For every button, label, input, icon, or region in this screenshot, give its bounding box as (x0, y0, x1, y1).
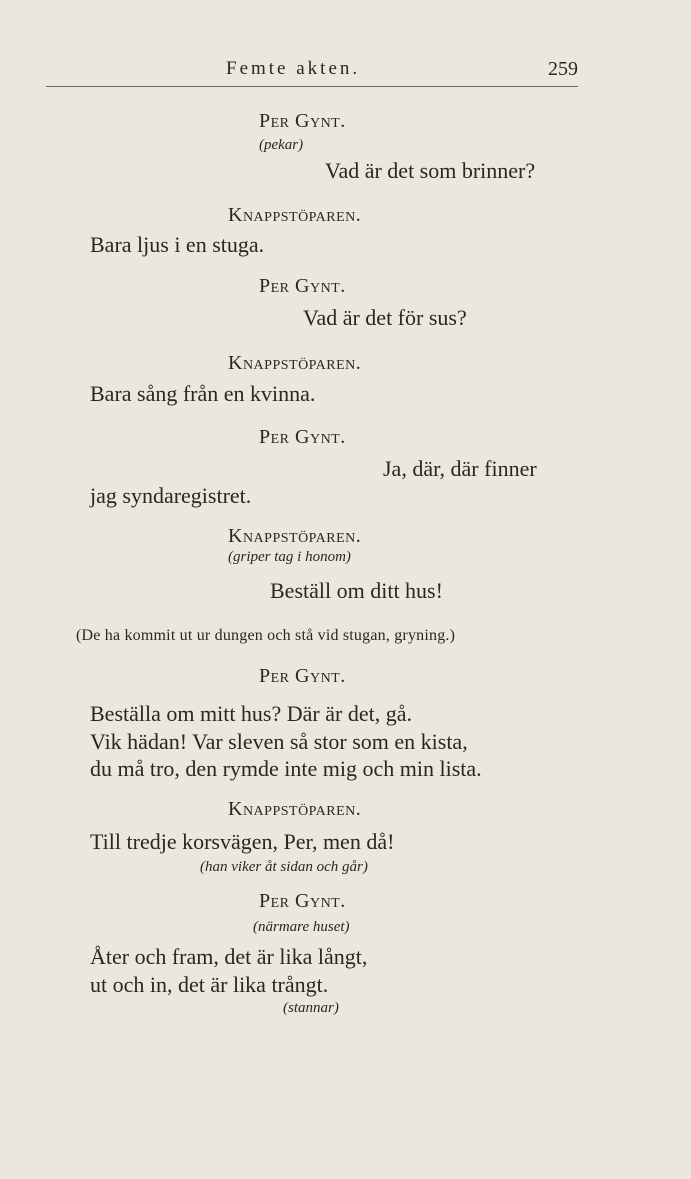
running-title: Femte akten. (226, 58, 361, 79)
speaker-name: Knappstöparen. (228, 798, 362, 820)
page-number: 259 (548, 58, 578, 80)
speaker-name: Per Gynt. (259, 275, 346, 297)
speaker-name: Per Gynt. (259, 665, 346, 687)
verse-line: Beställ om ditt hus! (270, 578, 443, 603)
stage-direction: (han viker åt sidan och går) (200, 859, 368, 875)
stage-direction: (stannar) (283, 1000, 339, 1016)
verse-line: Åter och fram, det är lika långt, (90, 944, 368, 969)
stage-direction: (De ha kommit ut ur dungen och stå vid stugan, gryning.) (76, 627, 456, 644)
stage-direction: (griper tag i honom) (228, 549, 351, 565)
stage-direction: (pekar) (259, 137, 304, 153)
verse-line: Bara ljus i en stuga. (90, 232, 265, 257)
verse-line: ut och in, det är lika trångt. (90, 972, 329, 997)
verse-line: jag syndaregistret. (90, 483, 252, 508)
speaker-name: Knappstöparen. (228, 204, 362, 226)
verse-line: Vik hädan! Var sleven så stor som en kista, (90, 729, 468, 754)
page-header (46, 58, 578, 87)
verse-line: du må tro, den rymde inte mig och min lista. (90, 756, 482, 781)
verse-line: Beställa om mitt hus? Där är det, gå. (90, 701, 412, 726)
stage-direction: (närmare huset) (253, 919, 350, 935)
verse-line: Vad är det som brinner? (325, 158, 536, 183)
speaker-name: Per Gynt. (259, 110, 346, 132)
verse-line: Ja, där, där finner (383, 456, 537, 481)
speaker-name: Knappstöparen. (228, 525, 362, 547)
speaker-name: Per Gynt. (259, 890, 346, 912)
speaker-name: Knappstöparen. (228, 352, 362, 374)
verse-line: Vad är det för sus? (303, 305, 467, 330)
speaker-name: Per Gynt. (259, 426, 346, 448)
verse-line: Bara sång från en kvinna. (90, 381, 316, 406)
verse-line: Till tredje korsvägen, Per, men då! (90, 829, 395, 854)
